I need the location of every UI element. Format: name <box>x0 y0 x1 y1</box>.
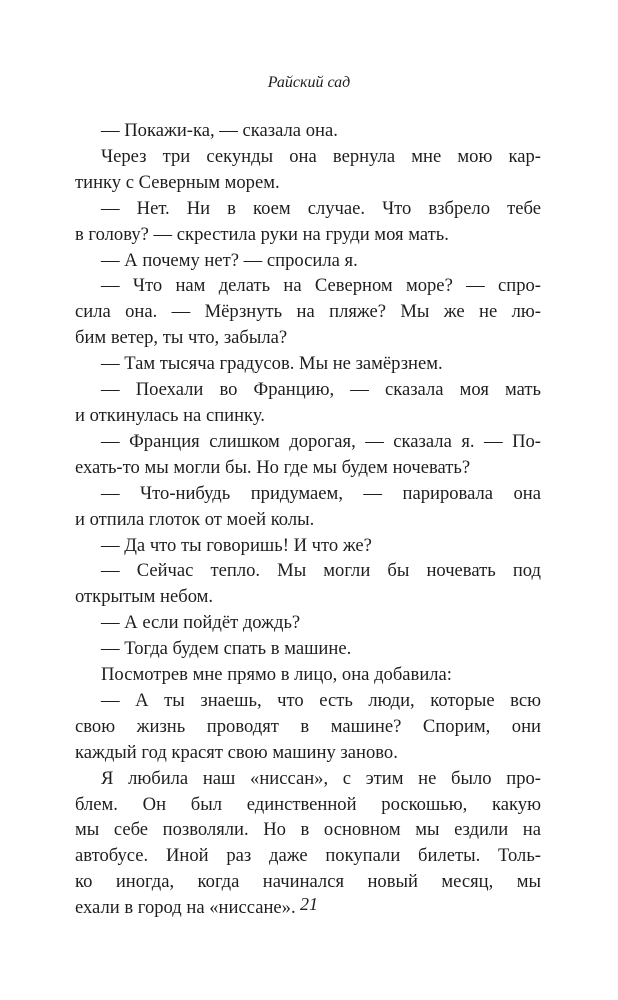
paragraph <box>75 636 541 662</box>
paragraph <box>75 118 541 144</box>
page-number: 21 <box>300 894 318 914</box>
text-line: — Сейчас тепло. Мы могли бы ночевать под <box>101 560 541 582</box>
text-line: и отпила глоток от моей колы. <box>75 508 315 530</box>
paragraph <box>75 481 541 533</box>
paragraph <box>75 196 541 248</box>
text-line: ехать-то мы могли бы. Но где мы будем ночевать? <box>75 456 471 478</box>
paragraph <box>75 273 541 351</box>
text-line: в голову? — скрестила руки на груди моя мать. <box>75 223 449 245</box>
paragraph <box>75 688 541 766</box>
text-line: — Покажи-ка, — сказала она. <box>101 120 338 141</box>
text-line: свою жизнь проводят в машине? Спорим, они <box>75 715 541 737</box>
text-line: сила она. — Мёрзнуть на пляже? Мы же не лю- <box>75 301 541 323</box>
text-line: Посмотрев мне прямо в лицо, она добавила: <box>101 664 452 686</box>
text-line: автобусе. Иной раз даже покупали билеты. Толь- <box>75 845 541 867</box>
paragraph <box>75 610 541 636</box>
text-line: — А ты знаешь, что есть люди, которые всю <box>101 689 541 711</box>
paragraph <box>75 248 541 274</box>
paragraph <box>75 429 541 481</box>
paragraph <box>75 144 541 196</box>
text-line: — Франция слишком дорогая, — сказала я. — По- <box>101 430 541 452</box>
text-line: каждый год красят свою машину заново. <box>75 741 398 763</box>
text-line: бим ветер, ты что, забыла? <box>75 327 288 349</box>
text-line: мы себе позволяли. Но в основном мы ездили на <box>75 819 541 841</box>
paragraph <box>75 533 541 559</box>
paragraph <box>75 558 541 610</box>
text-line: — Тогда будем спать в машине. <box>101 638 352 660</box>
text-line: и откинулась на спинку. <box>75 404 265 426</box>
text-line: блем. Он был единственной роскошью, какую <box>75 793 541 815</box>
text-line: — Что нам делать на Северном море? — спро- <box>101 275 541 297</box>
text-line: — Там тысяча градусов. Мы не замёрзнем. <box>101 353 443 375</box>
text-line: ко иногда, когда начинался новый месяц, мы <box>75 871 541 893</box>
text-line: открытым небом. <box>75 586 214 608</box>
paragraph <box>75 377 541 429</box>
text-line: — Да что ты говоришь! И что же? <box>101 534 372 556</box>
text-line: ехали в город на «ниссане». <box>75 897 296 919</box>
running-head: Райский сад <box>267 74 351 91</box>
text-line: — А если пойдёт дождь? <box>101 612 301 634</box>
paragraph <box>75 662 541 688</box>
text-line: тинку с Северным морем. <box>75 171 280 193</box>
text-line: — Что-нибудь придумаем, — парировала она <box>101 482 541 504</box>
paragraph <box>75 351 541 377</box>
text-line: Я любила наш «ниссан», с этим не было про- <box>101 767 541 789</box>
text-line: — Поехали во Францию, — сказала моя мать <box>101 379 541 401</box>
text-line: — А почему нет? — спросила я. <box>101 249 358 271</box>
body-text <box>75 118 541 921</box>
text-line: Через три секунды она вернула мне мою кар- <box>101 145 541 167</box>
text-line: — Нет. Ни в коем случае. Что взбрело тебе <box>101 197 541 219</box>
